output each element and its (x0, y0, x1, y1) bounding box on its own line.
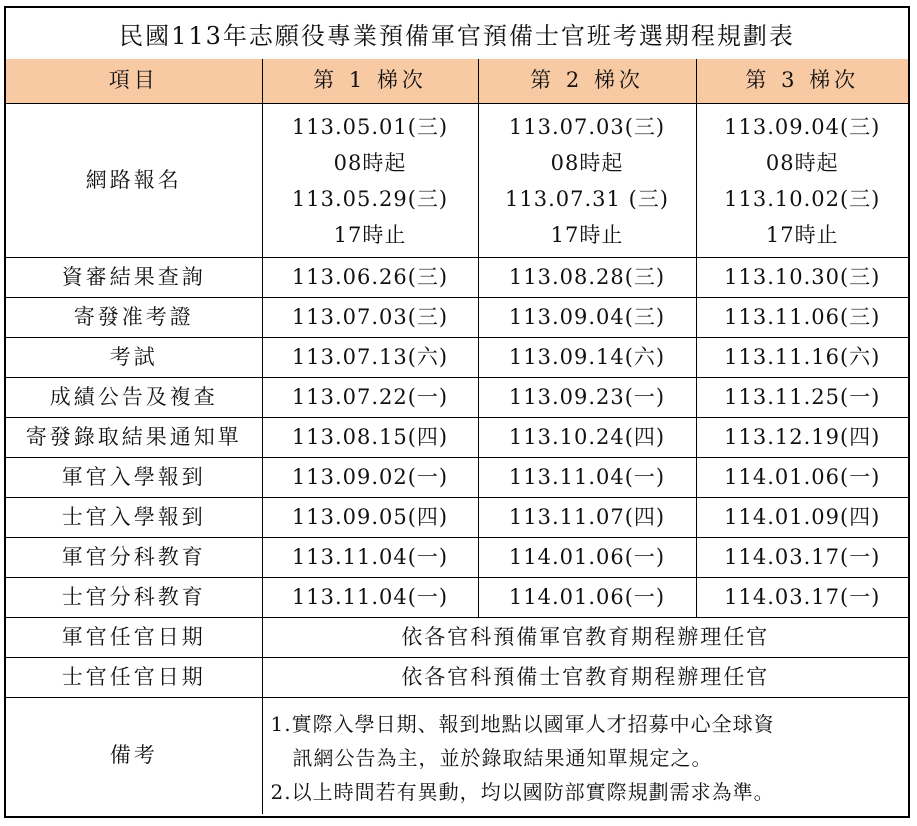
cell-date: 113.11.04(一) (262, 538, 478, 578)
note-1-continued: 訊網公告為主，並於錄取結果通知單規定之。 (292, 746, 713, 770)
table-row (6, 538, 908, 578)
cell-date: 113.07.03(三) (262, 298, 478, 338)
row-label: 軍官入學報到 (6, 458, 262, 498)
table-row (6, 378, 908, 418)
cell-date: 114.03.17(一) (696, 538, 908, 578)
reg-end-date: 113.05.29(三) (291, 186, 449, 211)
row-label: 資審結果查詢 (6, 258, 262, 298)
row-label: 士官入學報到 (6, 498, 262, 538)
cell-date: 113.07.22(一) (262, 378, 478, 418)
cell-date: 113.12.19(四) (696, 418, 908, 458)
registration-batch-1 (262, 104, 478, 258)
header-batch-3: 第 3 梯次 (696, 59, 908, 104)
cell-date: 113.10.24(四) (478, 418, 696, 458)
reg-end-date: 113.07.31 (三) (505, 186, 669, 211)
cell-date: 113.07.13(六) (262, 338, 478, 378)
appointment-value: 依各官科預備軍官教育期程辦理任官 (262, 618, 908, 658)
row-label: 考試 (6, 338, 262, 378)
reg-start-time: 08時起 (333, 150, 407, 175)
row-label: 軍官分科教育 (6, 538, 262, 578)
cell-date: 113.09.14(六) (478, 338, 696, 378)
document-title: 民國113年志願役專業預備軍官預備士官班考選期程規劃表 (6, 8, 908, 60)
row-label: 軍官任官日期 (6, 618, 262, 658)
appointment-row (6, 658, 908, 698)
reg-end-time: 17時止 (550, 222, 624, 247)
notes-content (262, 698, 908, 815)
reg-end-date: 113.10.02(三) (724, 186, 881, 211)
reg-start-date: 113.05.01(三) (291, 114, 449, 139)
table-row (6, 338, 908, 378)
appointment-value: 依各官科預備士官教育期程辦理任官 (262, 658, 908, 698)
cell-date: 113.11.04(一) (262, 578, 478, 618)
reg-start-time: 08時起 (550, 150, 624, 175)
cell-date: 114.01.06(一) (696, 458, 908, 498)
cell-date: 113.08.28(三) (478, 258, 696, 298)
reg-start-time: 08時起 (765, 150, 839, 175)
reg-start-date: 113.09.04(三) (724, 114, 881, 139)
cell-date: 113.09.23(一) (478, 378, 696, 418)
note-1: 1.實際入學日期、報到地點以國軍人才招募中心全球資 (270, 712, 775, 736)
row-label: 網路報名 (6, 104, 262, 258)
cell-date: 113.11.07(四) (478, 498, 696, 538)
registration-batch-2 (478, 104, 696, 258)
cell-date: 114.01.06(一) (478, 578, 696, 618)
cell-date: 113.06.26(三) (262, 258, 478, 298)
cell-date: 113.11.16(六) (696, 338, 908, 378)
reg-end-time: 17時止 (765, 222, 839, 247)
notes-label: 備考 (6, 698, 262, 815)
header-batch-2: 第 2 梯次 (478, 59, 696, 104)
header-batch-1: 第 1 梯次 (262, 59, 478, 104)
registration-batch-3 (696, 104, 908, 258)
cell-date: 113.11.06(三) (696, 298, 908, 338)
registration-row (6, 104, 908, 258)
table-row (6, 578, 908, 618)
table-row (6, 258, 908, 298)
row-label: 士官分科教育 (6, 578, 262, 618)
header-item: 項目 (6, 59, 262, 104)
cell-date: 113.11.25(一) (696, 378, 908, 418)
schedule-document (4, 6, 910, 818)
header-row (6, 59, 908, 104)
row-label: 寄發錄取結果通知單 (6, 418, 262, 458)
cell-date: 113.11.04(一) (478, 458, 696, 498)
reg-end-time: 17時止 (333, 222, 407, 247)
cell-date: 113.09.02(一) (262, 458, 478, 498)
note-2: 2.以上時間若有異動，均以國防部實際規劃需求為準。 (270, 780, 775, 804)
schedule-table (6, 59, 908, 814)
reg-start-date: 113.07.03(三) (508, 114, 666, 139)
row-label: 士官任官日期 (6, 658, 262, 698)
table-row (6, 458, 908, 498)
cell-date: 113.10.30(三) (696, 258, 908, 298)
row-label: 成績公告及複查 (6, 378, 262, 418)
appointment-row (6, 618, 908, 658)
table-row (6, 418, 908, 458)
cell-date: 113.08.15(四) (262, 418, 478, 458)
cell-date: 113.09.05(四) (262, 498, 478, 538)
table-row (6, 298, 908, 338)
cell-date: 114.03.17(一) (696, 578, 908, 618)
cell-date: 113.09.04(三) (478, 298, 696, 338)
notes-row (6, 698, 908, 815)
cell-date: 114.01.09(四) (696, 498, 908, 538)
cell-date: 114.01.06(一) (478, 538, 696, 578)
table-row (6, 498, 908, 538)
row-label: 寄發准考證 (6, 298, 262, 338)
